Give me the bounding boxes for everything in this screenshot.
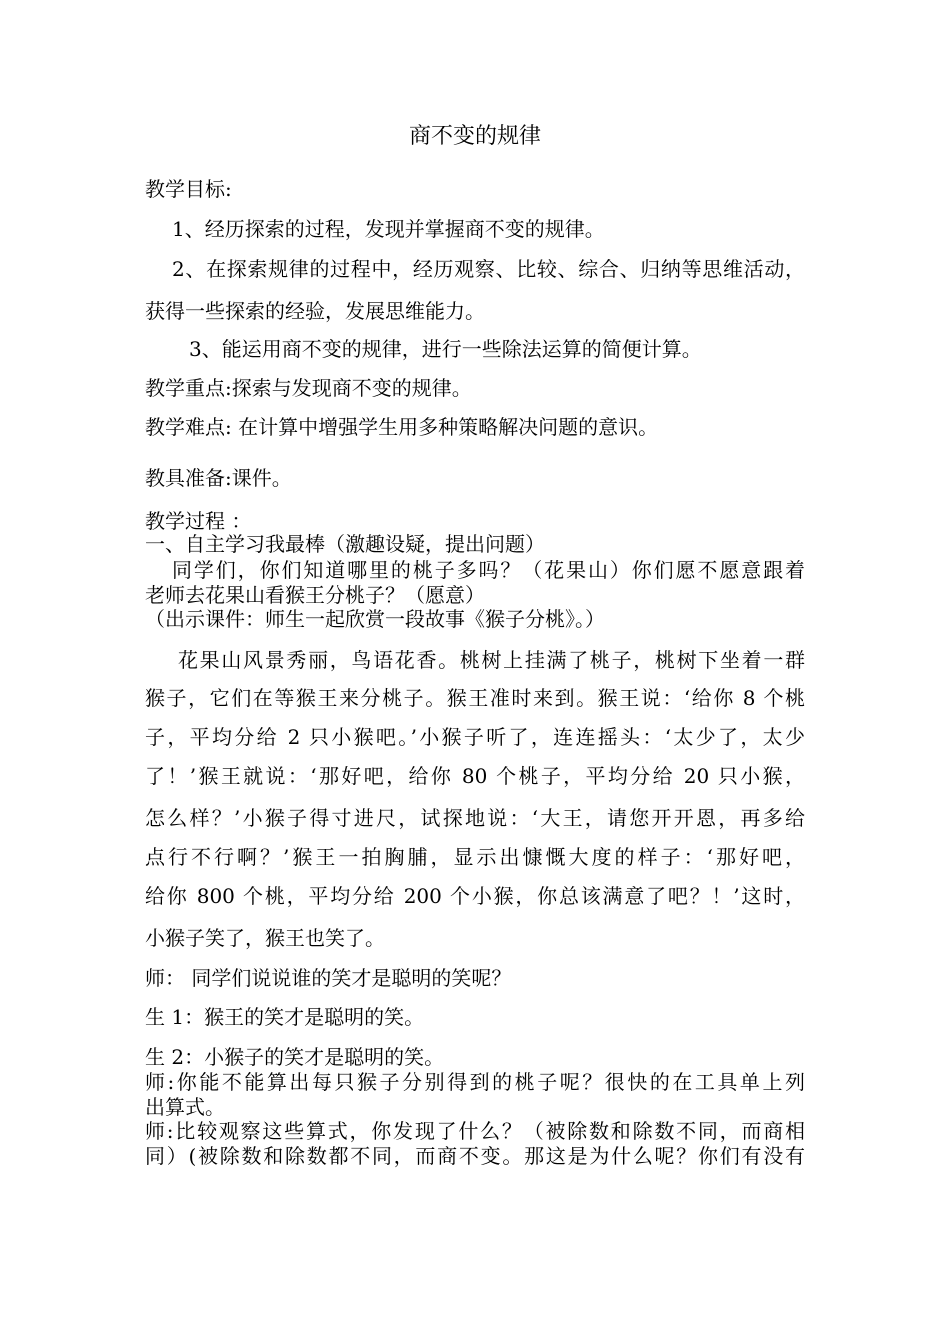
- dialogue-line: 师:比较观察这些算式，你发现了什么？（被除数和除数不同，而商相: [145, 1119, 805, 1143]
- document-title: 商不变的规律: [408, 124, 541, 149]
- dialogue-line: 师:你能不能算出每只猴子分别得到的桃子呢？很快的在工具单上列: [145, 1070, 805, 1094]
- objective-item: 2、在探索规律的过程中，经历观察、比较、综合、归纳等思维活动，: [172, 257, 805, 281]
- key-point: 教学重点:探索与发现商不变的规律。: [145, 376, 472, 400]
- story-line: 子，平均分给 2 只小猴吧。’小猴子听了，连连摇头：‘太少了，太少: [145, 725, 805, 749]
- story-line: 给你 800 个桃，平均分给 200 个小猴，你总该满意了吧？！’这时，: [145, 884, 805, 908]
- section-heading-part-one: 一、自主学习我最棒（激趣设疑，提出问题）: [145, 532, 545, 556]
- story-line: 猴子，它们在等猴王来分桃子。猴王准时来到。猴王说：‘给你 8 个桃: [145, 686, 805, 710]
- objective-item: 3、能运用商不变的规律，进行一些除法运算的简便计算。: [189, 337, 702, 361]
- section-heading-objectives: 教学目标:: [145, 177, 232, 201]
- objective-item: 1、经历探索的过程，发现并掌握商不变的规律。: [172, 217, 605, 241]
- section-heading-process: 教学过程 ：: [145, 509, 252, 533]
- story-line: 怎么样？’小猴子得寸进尺，试探地说：‘大王，请您开开恩，再多给: [145, 806, 805, 830]
- paragraph-line: 老师去花果山看猴王分桃子？（愿意）: [145, 583, 485, 607]
- dialogue-line: 同）(被除数和除数都不同，而商不变。那这是为什么呢？你们有没有: [145, 1144, 805, 1168]
- story-line: 点行不行啊？’猴王一拍胸脯，显示出慷慨大度的样子：‘那好吧，: [145, 845, 805, 869]
- dialogue-line: 生 2：小猴子的笑才是聪明的笑。: [145, 1045, 445, 1069]
- objective-item-continued: 获得一些探索的经验，发展思维能力。: [145, 299, 485, 323]
- teaching-aids: 教具准备:课件。: [145, 466, 292, 490]
- dialogue-line: 生 1：猴王的笑才是聪明的笑。: [145, 1005, 425, 1029]
- story-line: 了！’猴王就说：‘那好吧，给你 80 个桃子，平均分给 20 只小猴，: [145, 764, 805, 788]
- paragraph-line: 同学们，你们知道哪里的桃子多吗？（花果山）你们愿不愿意跟着: [172, 558, 805, 582]
- story-line: 小猴子笑了，猴王也笑了。: [145, 926, 385, 950]
- difficult-point: 教学难点: 在计算中增强学生用多种策略解决问题的意识。: [145, 415, 659, 439]
- paragraph-line: （出示课件：师生一起欣赏一段故事《猴子分桃》。）: [145, 607, 605, 631]
- dialogue-line: 师： 同学们说说谁的笑才是聪明的笑呢？: [145, 966, 512, 990]
- dialogue-line: 出算式。: [145, 1095, 225, 1119]
- story-line: 花果山风景秀丽，鸟语花香。桃树上挂满了桃子，桃树下坐着一群: [178, 648, 805, 672]
